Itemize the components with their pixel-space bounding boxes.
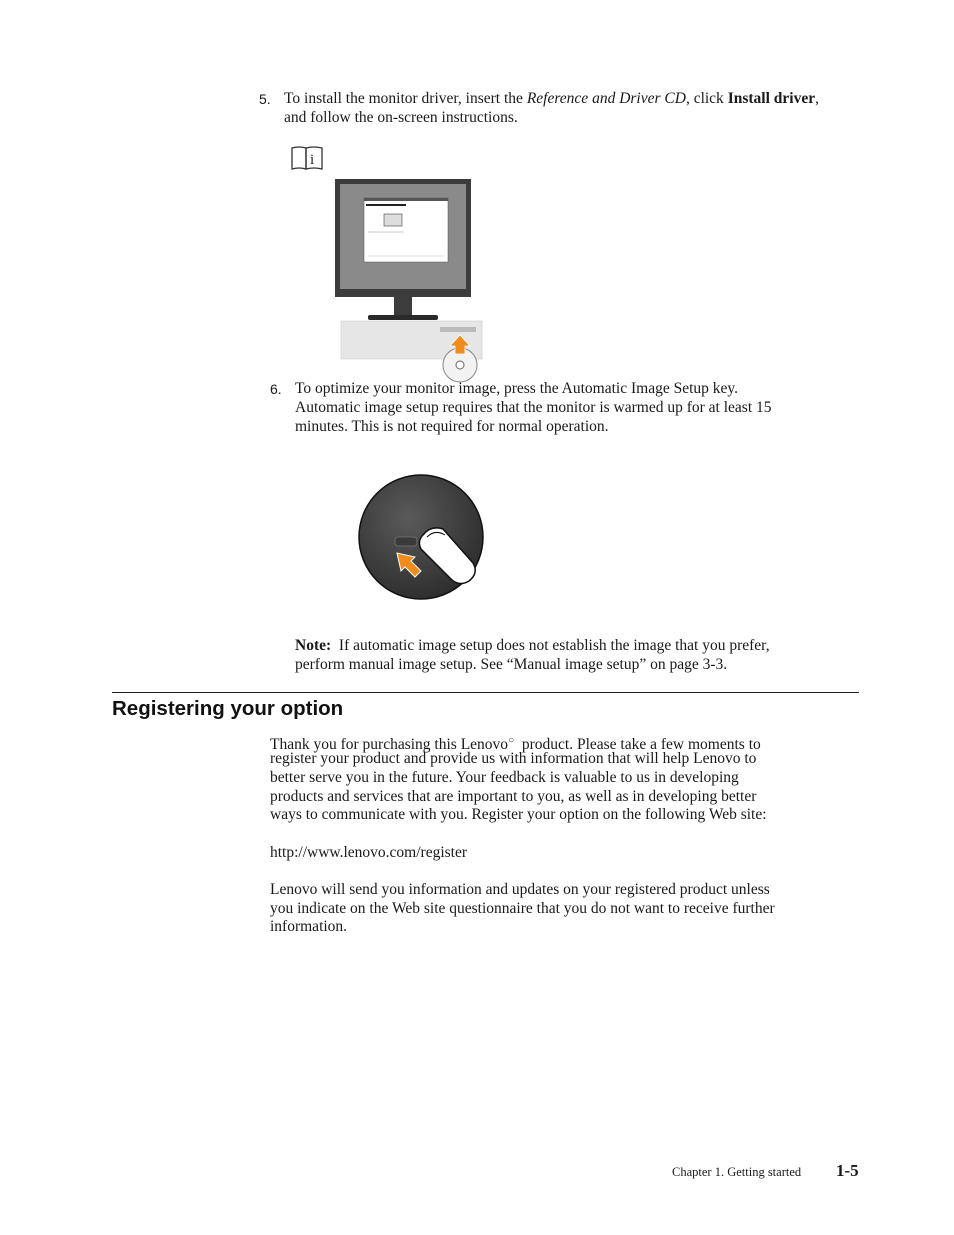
para-1-line-5: ways to communicate with you. Register your option on the following Web site: (270, 806, 767, 823)
step-5-text-mid: , click (685, 90, 728, 107)
section-heading: Registering your option (112, 697, 344, 720)
note-text-1: If automatic image setup does not establish the image that you prefer, (338, 637, 770, 654)
step-6-line-1: To optimize your monitor image, press the Automatic Image Setup key. (295, 380, 739, 397)
para-1-line-3: better serve you in the future. Your feedback is valuable to us in developing (270, 769, 739, 786)
step-5-number: 5. (259, 91, 271, 107)
section-divider (112, 692, 859, 693)
para-2-line-3: information. (270, 918, 348, 935)
note-label: Note: (295, 637, 332, 654)
para-1-line-2: register your product and provide us with information that will help Lenovo to (270, 750, 757, 767)
step-5-text-after: , and follow the on-screen instructions. (284, 90, 819, 126)
note-line-1 (295, 636, 770, 655)
para-2-line-1: Lenovo will send you information and updates on your registered product unless (270, 881, 770, 898)
step-6-number: 6. (270, 381, 282, 397)
step-5-text (284, 89, 844, 127)
step-6-line-2: Automatic image setup requires that the monitor is warmed up for at least 15 (295, 399, 772, 416)
footer-chapter: Chapter 1. Getting started (672, 1165, 802, 1179)
para-1-line-1b: product. Please take a few moments to (521, 736, 761, 753)
para-1-line-1a: Thank you for purchasing this Lenovo (270, 736, 509, 753)
book-info-icon (290, 145, 324, 171)
svg-text:i: i (310, 152, 315, 168)
note-line-2: perform manual image setup. See “Manual image setup” on page 3-3. (295, 656, 728, 673)
register-url[interactable]: http://www.lenovo.com/register (270, 844, 468, 861)
auto-setup-key-illustration (357, 473, 485, 601)
install-driver-label: Install driver (727, 90, 816, 107)
para-1-line-4: products and services that are important to you, as well as in developing better (270, 788, 757, 805)
step-6-line-3: minutes. This is not required for normal operation. (295, 418, 609, 435)
monitor-install-illustration (334, 178, 486, 384)
step-5-text-before: To install the monitor driver, insert the (284, 90, 527, 107)
cd-name: Reference and Driver CD (526, 90, 686, 107)
para-2-line-2: you indicate on the Web site questionnaire that you do not want to receive further (270, 900, 775, 917)
registered-mark-icon: ○ (508, 735, 515, 746)
footer-page-number: 1-5 (836, 1161, 859, 1180)
